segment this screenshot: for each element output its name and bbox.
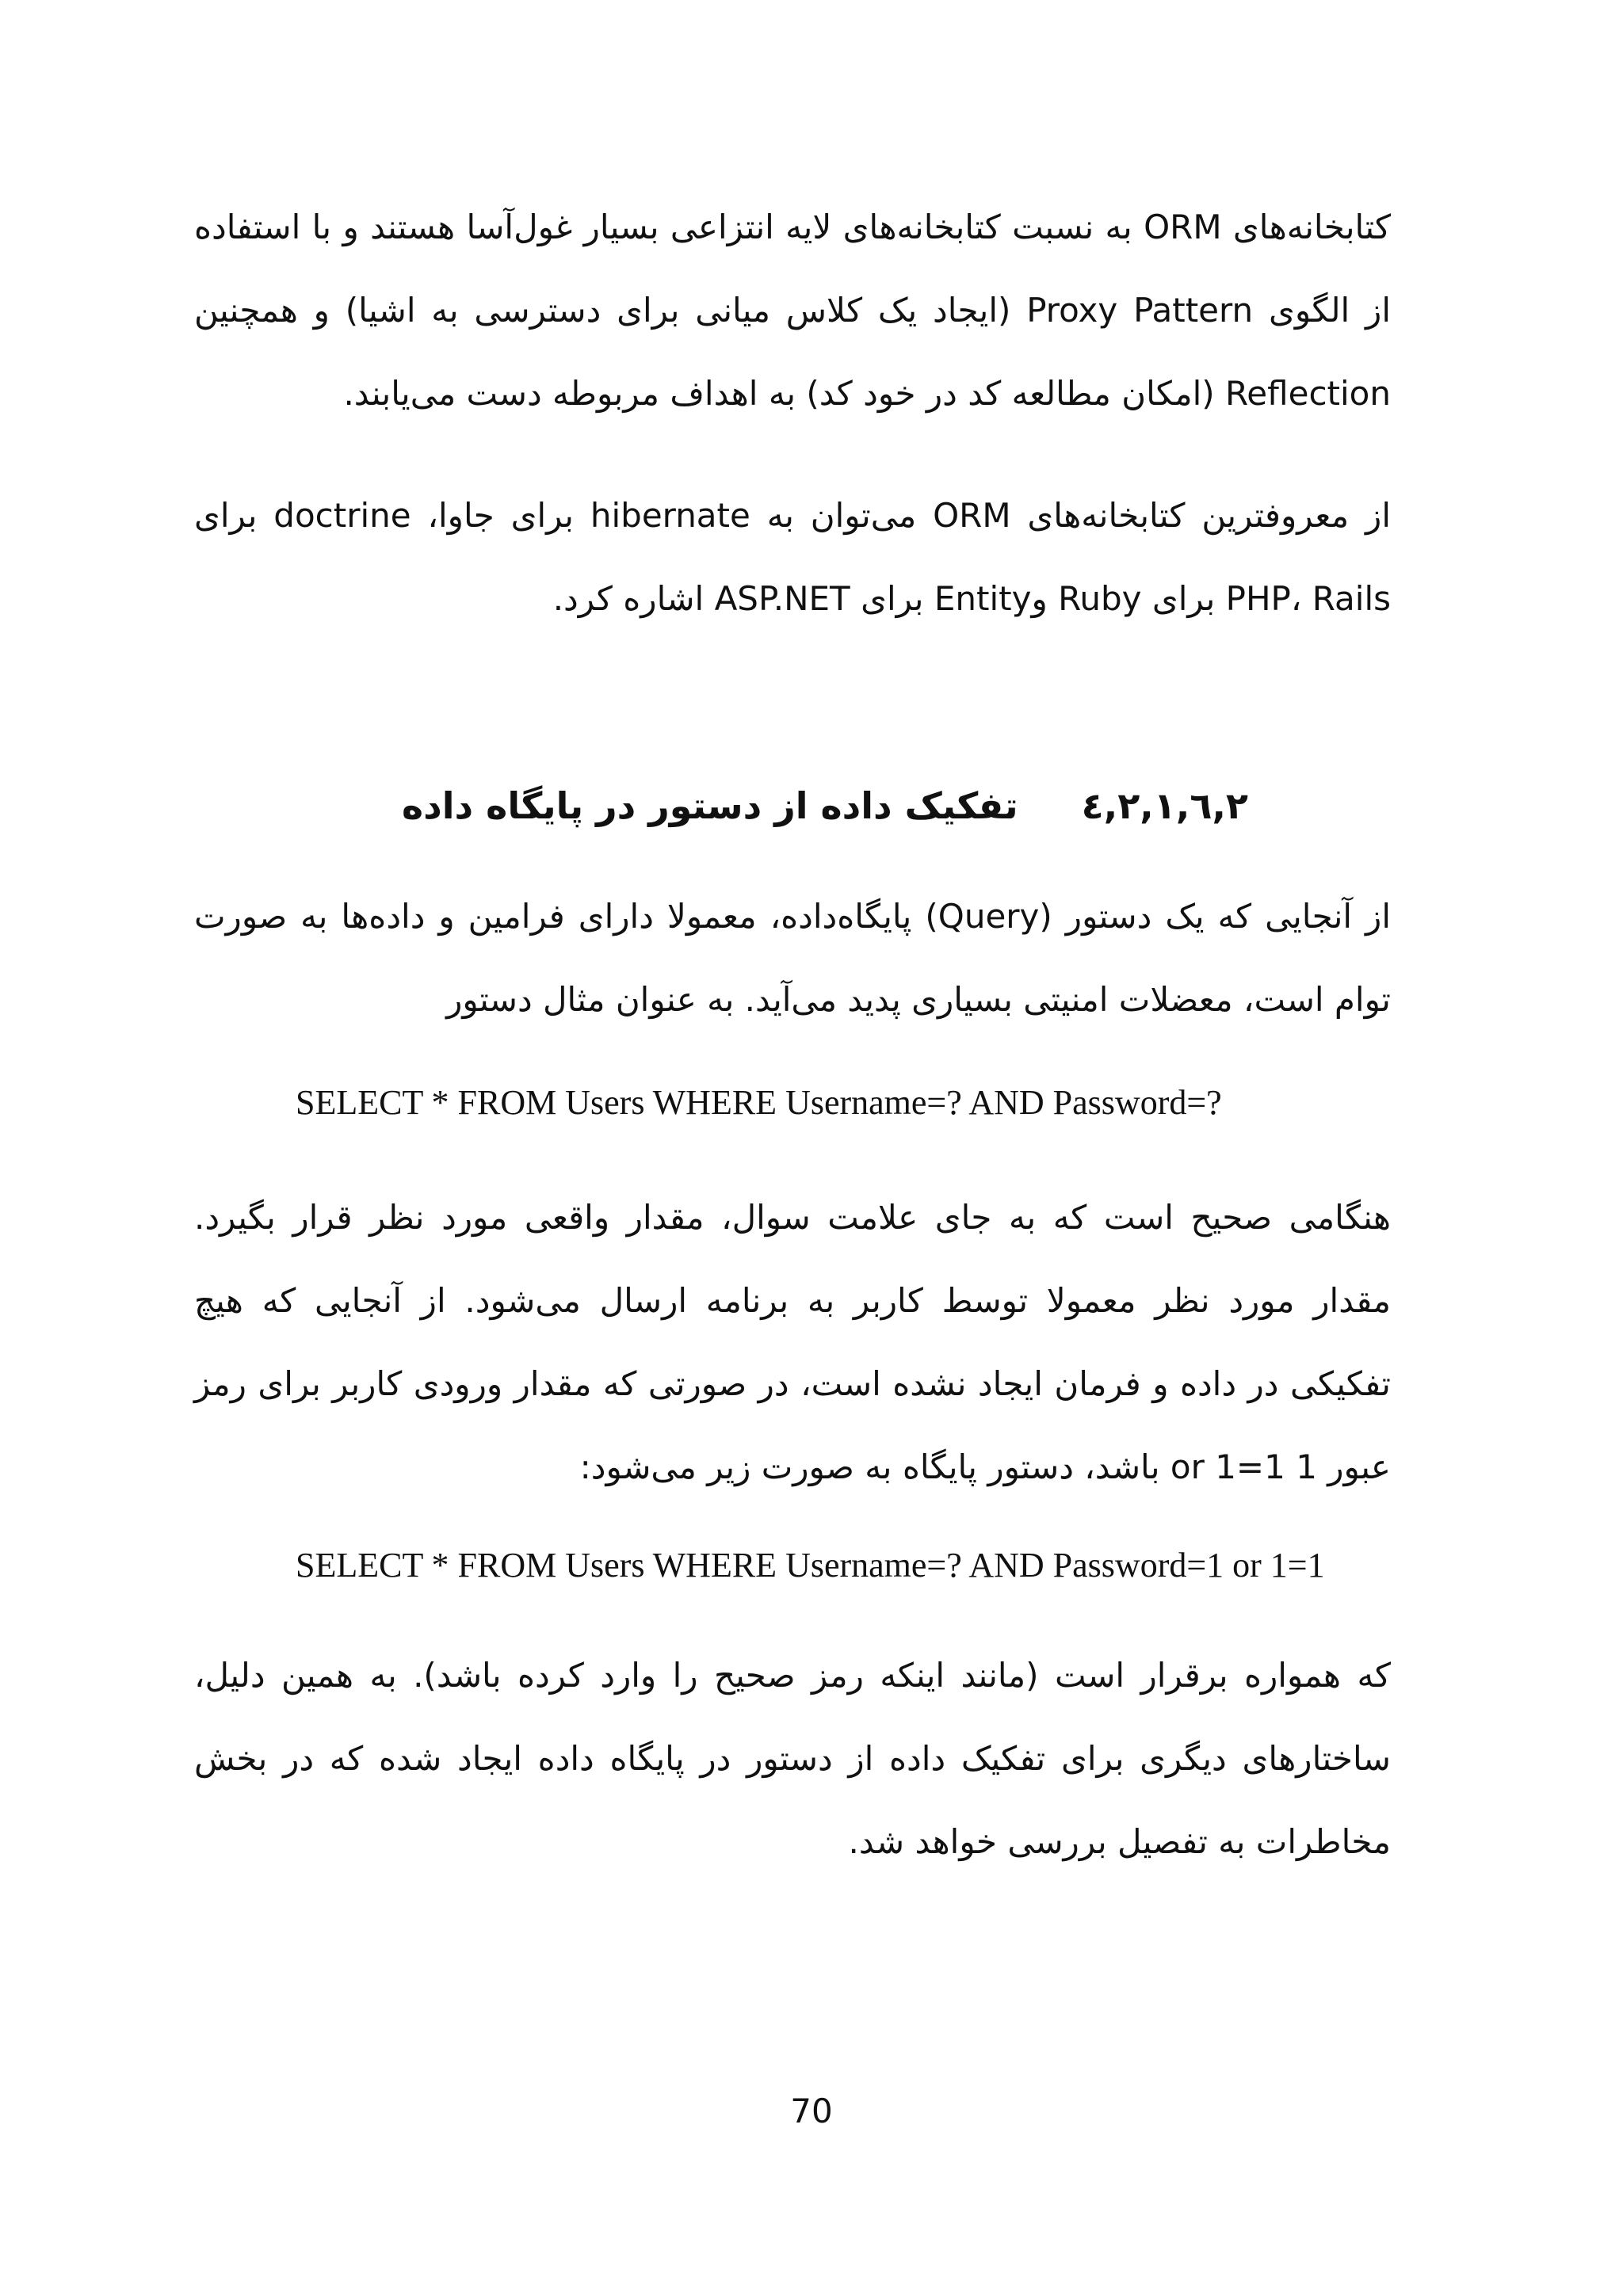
page-number: 70 <box>790 2092 833 2130</box>
section-number: ۲,٦,۲,۱,٤ <box>1081 784 1248 827</box>
paragraph-query-intro: از آنجایی که یک دستور (Query) پایگاه‌داده، معمولا دارای فرامین و داده‌ها به صورت توام است، معضلات امنیتی بسیاری پدید می‌آید. به عنوان مثال دستور <box>194 897 1391 1019</box>
code-injected-query: SELECT * FROM Users WHERE Username=? AND Password=1 or 1=1 <box>296 1546 1325 1585</box>
paragraph-orm-libraries: کتابخانه‌های ORM به نسبت کتابخانه‌های لایه انتزاعی بسیار غول‌آسا هستند و با استفاده از الگوی Proxy Pattern (ایجاد یک کلاس میانی برای دسترسی به اشیا) و همچنین Reflection (امکان مطالعه کد در خود کد) به اهداف مربوطه دست می‌یابند. <box>194 208 1391 413</box>
code-query-example: SELECT * FROM Users WHERE Username=? AND Password=? <box>296 1083 1222 1122</box>
paragraph-orm-examples: از معروفترین کتابخانه‌های ORM می‌توان به hibernate برای جاوا، doctrine برای PHP، Rails برای Ruby وEntity برای ASP.NET اشاره کرد. <box>194 496 1391 618</box>
section-title: تفکیک داده از دستور در پایگاه داده <box>402 784 1018 827</box>
section-heading <box>194 784 1248 827</box>
paragraph-injection-explanation: هنگامی صحیح است که به جای علامت سوال، مقدار واقعی مورد نظر قرار بگیرد. مقدار مورد نظر معمولا توسط کاربر به برنامه ارسال می‌شود. از آنجایی که هیچ تفکیکی در داده و فرمان ایجاد نشده است، در صورتی که مقدار ورودی کاربر برای رمز عبور 1 or 1=1 باشد، دستور پایگاه به صورت زیر می‌شود: <box>194 1198 1391 1486</box>
paragraph-conclusion: که همواره برقرار است (مانند اینکه رمز صحیح را وارد کرده باشد). به همین دلیل، ساختارهای دیگری برای تفکیک داده از دستور در پایگاه داده ایجاد شده که در بخش مخاطرات به تفصیل بررسی خواهد شد. <box>194 1656 1391 1861</box>
